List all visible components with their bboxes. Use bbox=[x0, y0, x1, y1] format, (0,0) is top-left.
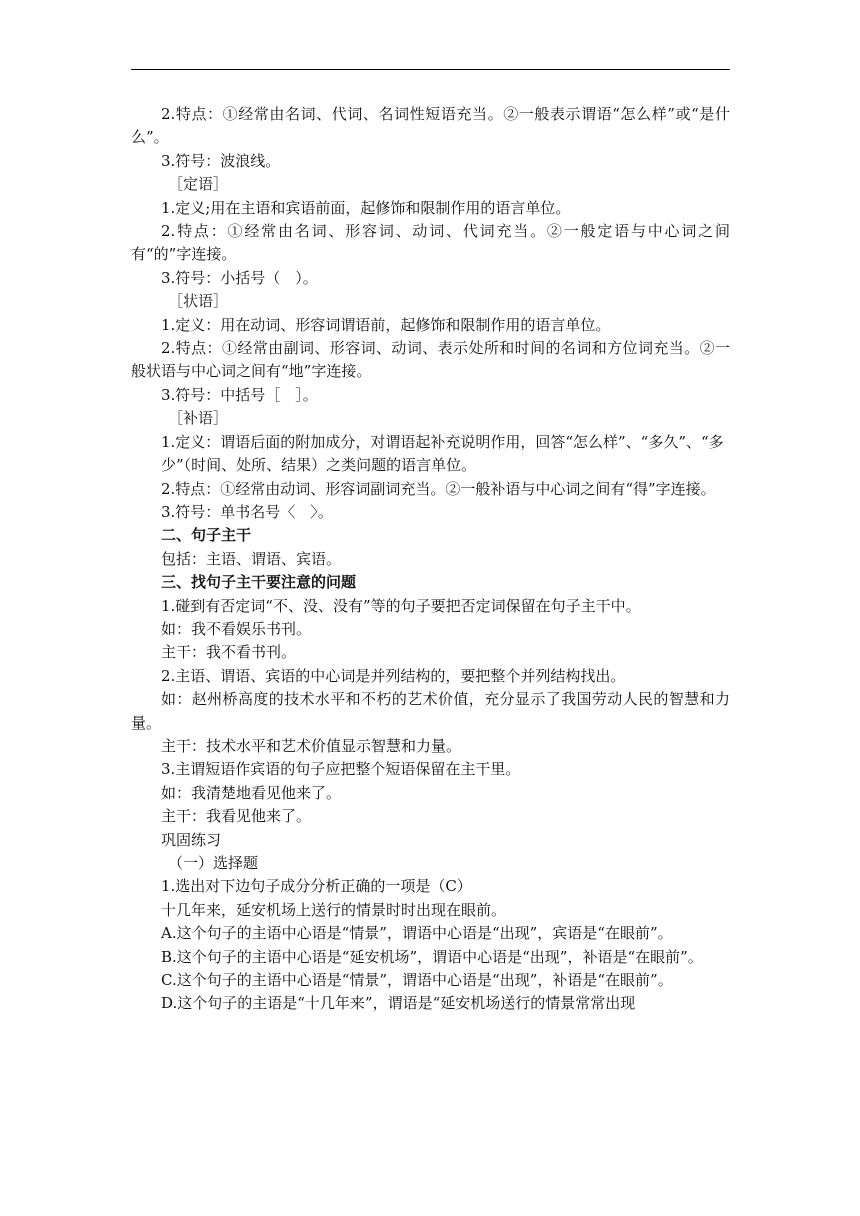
paragraph: 主干：技术水平和艺术价值显示智慧和力量。 bbox=[161, 736, 462, 755]
header-rule bbox=[131, 69, 730, 70]
paragraph: 1.定义;用在主语和宾语前面，起修饰和限制作用的语言单位。 bbox=[161, 198, 571, 217]
paragraph: ［状语］ bbox=[168, 292, 229, 311]
document-body bbox=[131, 103, 730, 1016]
paragraph: 3.符号：波浪线。 bbox=[161, 151, 281, 170]
paragraph: 3.主谓短语作宾语的句子应把整个短语保留在主干里。 bbox=[161, 760, 521, 779]
paragraph: D.这个句子的主语是“十几年来”，谓语是“延安机场送行的情景常常出现 bbox=[161, 994, 636, 1013]
paragraph: 主干：我看见他来了。 bbox=[161, 807, 312, 826]
paragraph: 十几年来，延安机场上送行的情景时时出现在眼前。 bbox=[161, 900, 507, 919]
paragraph: 1.定义：谓语后面的附加成分，对谓语起补充说明作用，回答“怎么样”、“多久”、“多 bbox=[161, 432, 724, 451]
paragraph: 2.主语、谓语、宾语的中心词是并列结构的，要把整个并列结构找出。 bbox=[161, 666, 626, 685]
paragraph: ［补语］ bbox=[168, 409, 229, 428]
paragraph: 包括：主语、谓语、宾语。 bbox=[161, 549, 342, 568]
paragraph: ［定语］ bbox=[168, 175, 229, 194]
paragraph: 1.定义：用在动词、形容词谓语前，起修饰和限制作用的语言单位。 bbox=[161, 315, 611, 334]
paragraph: 如：我清楚地看见他来了。 bbox=[161, 783, 342, 802]
paragraph: 3.符号：小括号（ ）。 bbox=[161, 268, 318, 287]
paragraph: 少”（时间、处所、结果）之类问题的语言单位。 bbox=[161, 456, 477, 475]
paragraph: C.这个句子的主语中心语是“情景”，谓语中心语是“出现”，补语是“在眼前”。 bbox=[161, 971, 673, 990]
paragraph: 1.选出对下边句子成分分析正确的一项是（C） bbox=[161, 877, 472, 896]
paragraph: A.这个句子的主语中心语是“情景”，谓语中心语是“出现”，宾语是“在眼前”。 bbox=[161, 924, 673, 943]
section-heading: 二、句子主干 bbox=[161, 526, 252, 545]
paragraph: 3.符号：中括号［ ］。 bbox=[161, 385, 318, 404]
paragraph: 如：我不看娱乐书刊。 bbox=[161, 619, 312, 638]
paragraph: 2.特点：①经常由名词、形容词、动词、代词充当。②一般定语与中心词之间有“的”字连接。 bbox=[131, 222, 730, 264]
paragraph: （一）选择题 bbox=[168, 854, 259, 872]
paragraph: 主干：我不看书刊。 bbox=[161, 643, 297, 662]
section-heading: 三、找句子主干要注意的问题 bbox=[161, 573, 357, 592]
paragraph: 如：赵州桥高度的技术水平和不朽的艺术价值，充分显示了我国劳动人民的智慧和力量。 bbox=[131, 690, 730, 732]
paragraph: 1.碰到有否定词“不、没、没有”等的句子要把否定词保留在句子主干中。 bbox=[161, 596, 641, 615]
paragraph: 2.特点：①经常由名词、代词、名词性短语充当。②一般表示谓语“怎么样”或“是什么”。 bbox=[131, 105, 730, 147]
paragraph: 2.特点：①经常由动词、形容词副词充当。②一般补语与中心词之间有“得”字连接。 bbox=[161, 479, 716, 498]
paragraph: 巩固练习 bbox=[161, 830, 222, 849]
paragraph: 3.符号：单书名号〈 〉。 bbox=[161, 502, 333, 521]
paragraph: B.这个句子的主语中心语是“延安机场”，谓语中心语是“出现”，补语是“在眼前”。 bbox=[161, 947, 703, 966]
paragraph: 2.特点：①经常由副词、形容词、动词、表示处所和时间的名词和方位词充当。②一般状语与中心词之间有“地”字连接。 bbox=[131, 339, 730, 381]
